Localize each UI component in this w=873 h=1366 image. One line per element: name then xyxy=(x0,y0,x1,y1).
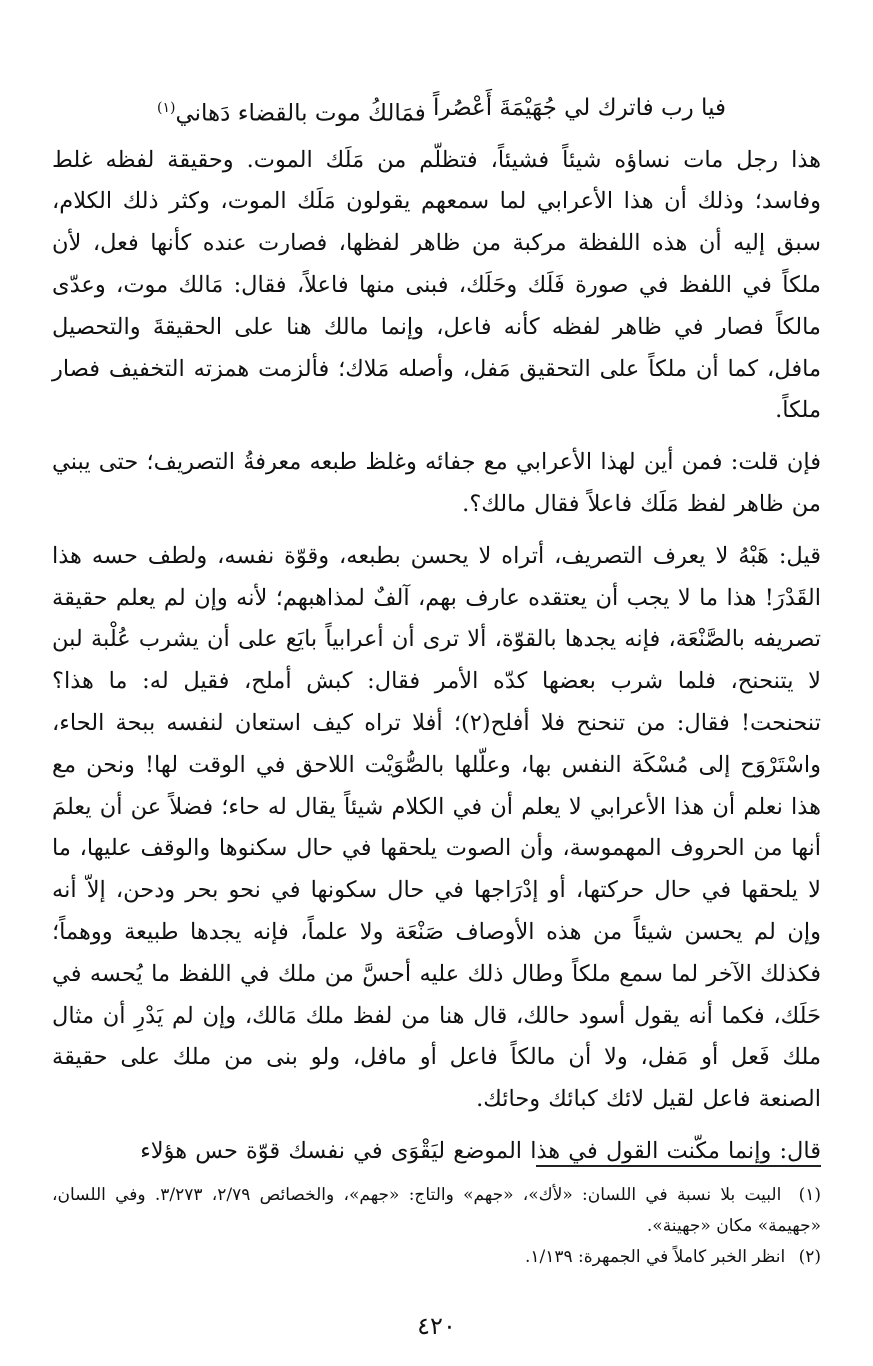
paragraph-3: قيل: هَبْهُ لا يعرف التصريف، أتراه لا يحسن بطبعه، وقوّة نفسه، ولطف حسه هذا القَدْرَ! هذا ما لا يجب أن يعتقده عارف بهم، آلفٌ لمذاهبهم؛ لأنه وإن لم يعلم حقيقة تصريفه بالصَّنْعَة، فإنه يجدها بالقوّة، ألا ترى أن أعرابياً بايَع على أن يشرب عُلْبة لبن لا يتنحنح، فلما شرب بعضها كدّه الأمر فقال: كبش أملح، فقيل له: ما هذا؟ تنحنحت! فقال: من تنحنح فلا أفلح(٢)؛ أفلا تراه كيف استعان لنفسه ببحة الحاء، واسْتَرْوَح إلى مُسْكَة النفس بها، وعلّلها بالصُّوَيْت اللاحق في الوقت لها! ونحن مع هذا نعلم أن هذا الأعرابي لا يعلم أن في الكلام شيئاً يقال له حاء؛ فضلاً عن أن يعلمَ أنها من الحروف المهموسة، وأن الصوت يلحقها في حال سكنوها والوقف عليها، ما لا يلحقها في حال حركتها، أو إدْرَاجها في حال سكونها في نحو بحر ودحن، إلاّ أنه وإن لم يحسن شيئاً من هذه الأوصاف صَنْعَة ولا علماً، فإنه يجدها طبيعة ووهماً؛ فكذلك الآخر لما سمع ملكاً وطال ذلك عليه أحسَّ من ملك في اللفظ ما يُحسه في حَلَك، فكما أنه يقول أسود حالك، قال هنا من لفظ ملك مَالك، وإن لم يَدْرِ أن مثال ملك فَعل أو مَفل، ولا أن مالكاً فاعل أو مافل، ولو بنى من ملك على حقيقة الصنعة فاعل لقيل لائك كبائك وحائك. xyxy=(52,542,821,1113)
paragraph-1: هذا رجل مات نساؤه شيئاً فشيئاً، فتظلّم من مَلَك الموت. وحقيقة لفظه غلط وفاسد؛ وذلك أن هذا الأعرابي لما سمعهم يقولون مَلَك الموت، وكثر ذلك الكلام، سبق إليه أن هذه اللفظة مركبة من ظاهر لفظها، فصارت عنده كأنها فعل، لأن ملكاً في اللفظ في صورة فَلَك وحَلَك، فبنى منها فاعلاً، فقال: مَالك موت، وعدّى مالكاً فصار في ظاهر لفظه كأنه فاعل، وإنما مالك هنا على الحقيقةَ والتحصيل مافل، كما أن ملكاً على التحقيق مَفل، وأصله مَلاك؛ فألزمت همزته التخفيف فصار ملكاً. xyxy=(52,146,821,424)
verse-left-hemistich xyxy=(157,90,426,132)
page-number: ٤٢٠ xyxy=(417,1312,456,1340)
poem-verse xyxy=(157,90,726,132)
footnote-1-text: البيت بلا نسبة في اللسان: «لأك»، «جهم» والتاج: «جهم»، والخصائص ٢/٧٩، ٣/٢٧٣. وفي اللسان، «جهيمة» مكان «جهينة». xyxy=(52,1185,821,1236)
footnote-2-number: (٢) xyxy=(798,1247,821,1267)
footnote-2 xyxy=(52,1242,821,1273)
footnote-2-text: انظر الخبر كاملاً في الجمهرة: ١/١٣٩. xyxy=(524,1247,786,1267)
verse-right-hemistich: فيا رب فاترك لي جُهَيْمَةَ أَعْصُراً xyxy=(432,95,726,121)
footnote-ref-1: (١) xyxy=(157,100,176,116)
footnote-divider xyxy=(536,1165,821,1167)
footnote-1-number: (١) xyxy=(798,1185,822,1205)
footnote-1 xyxy=(52,1180,821,1242)
paragraph-2: فإن قلت: فمن أين لهذا الأعرابي مع جفائه وغلظ طبعه معرفةُ التصريف؛ حتى يبني من ظاهر لفظ مَلَك فاعلاً فقال مالك؟. xyxy=(52,449,821,518)
verse-left-text: فمَالكُ موت بالقضاء دَهاني xyxy=(175,100,426,127)
footnotes xyxy=(52,1180,821,1273)
paragraph-4: قال: وإنما مكّنت القول في هذا الموضع ليَقْوَى في نفسك قوّة حس هؤلاء xyxy=(140,1137,821,1164)
